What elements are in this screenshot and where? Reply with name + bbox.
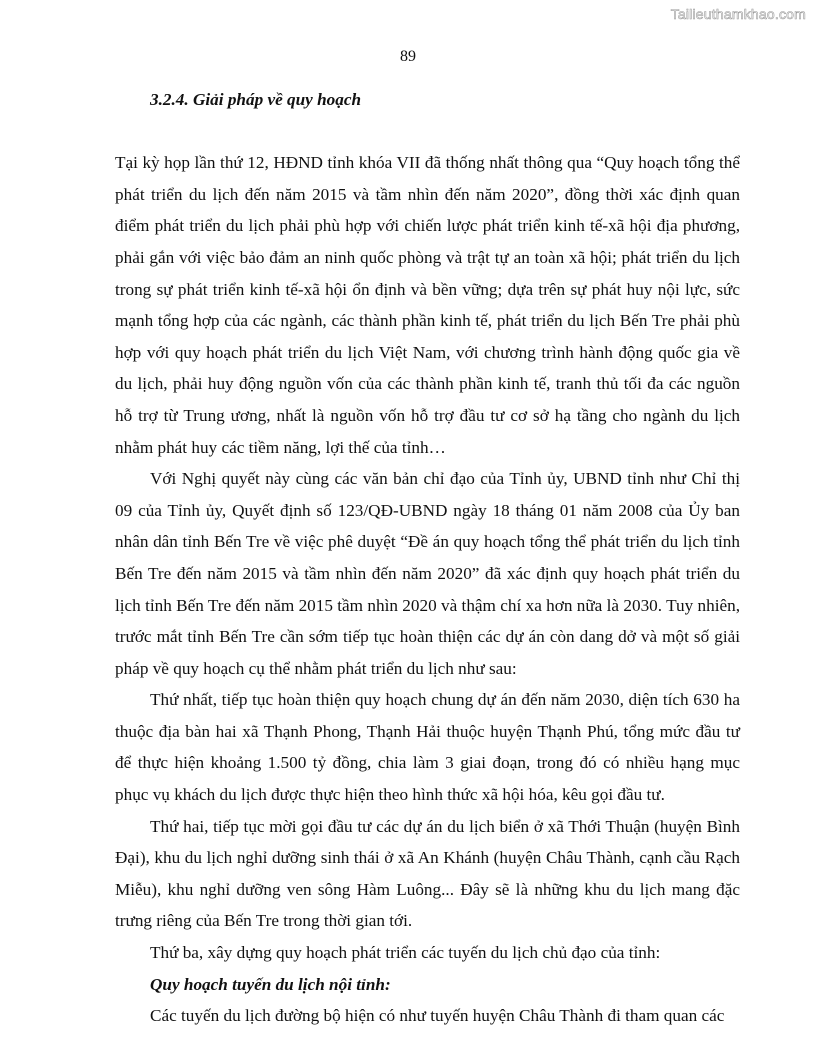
document-body — [115, 84, 740, 1032]
watermark-text: Tailieuthamkhao.com — [670, 6, 806, 22]
paragraph-1-text: Tại kỳ họp lần thứ 12, HĐND tỉnh khóa VII đã thống nhất thông qua “Quy hoạch tổng thể phát triển du lịch đến năm 2015 và tầm nhìn đến năm 2020”, đồng thời xác định quan điểm phát triển du lịch phải phù hợp với chiến lược phát triển kinh tế-xã hội địa phương, phải gắn với việc bảo đảm an ninh quốc phòng và trật tự an toàn xã hội; phát triển du lịch trong sự phát triển kinh tế-xã hội ổn định và bền vững; dựa trên sự phát huy nội lực, sức mạnh tổng hợp của các ngành, các thành phần kinh tế, phát triển du lịch Bến Tre phải phù hợp với quy hoạch phát triển du lịch Việt Nam, với chương trình hành động quốc gia về du lịch, phải huy động nguồn vốn của các thành phần kinh tế, tranh thủ tối đa các nguồn hỗ trợ từ Trung ương, nhất là nguồn vốn hỗ trợ đầu tư cơ sở hạ tầng cho ngành du lịch nhằm phát huy các tiềm năng, lợi thế của tỉnh… — [115, 153, 740, 457]
paragraph-3 — [115, 684, 740, 810]
subheading-noi-tinh: Quy hoạch tuyến du lịch nội tỉnh: — [150, 974, 391, 994]
paragraph-5 — [115, 937, 740, 969]
paragraph-5-text: Thứ ba, xây dựng quy hoạch phát triển các tuyến du lịch chủ đạo của tỉnh: — [150, 943, 661, 963]
paragraph-2-text: Với Nghị quyết này cùng các văn bản chỉ đạo của Tỉnh ủy, UBND tỉnh như Chỉ thị 09 của Tỉnh ủy, Quyết định số 123/QĐ-UBND ngày 18 tháng 01 năm 2008 của Ủy ban nhân dân tỉnh Bến Tre về việc phê duyệt “Đề án quy hoạch tổng thể phát triển du lịch tỉnh Bến Tre đến năm 2015 và tầm nhìn đến năm 2020” đã xác định quy hoạch phát triển du lịch tỉnh Bến Tre đến năm 2015 tầm nhìn 2020 và thậm chí xa hơn nữa là 2030. Tuy nhiên, trước mắt tỉnh Bến Tre cần sớm tiếp tục hoàn thiện các dự án còn dang dở và một số giải pháp về quy hoạch cụ thể nhằm phát triển du lịch như sau: — [115, 469, 740, 678]
section-heading: 3.2.4. Giải pháp về quy hoạch — [150, 90, 362, 109]
paragraph-3-text: Thứ nhất, tiếp tục hoàn thiện quy hoạch chung dự án đến năm 2030, diện tích 630 ha thuộc địa bàn hai xã Thạnh Phong, Thạnh Hải thuộc huyện Thạnh Phú, tổng mức đầu tư để thực hiện khoảng 1.500 tỷ đồng, chia làm 3 giai đoạn, trong đó có nhiều hạng mục phục vụ khách du lịch được thực hiện theo hình thức xã hội hóa, kêu gọi đầu tư. — [115, 690, 740, 805]
paragraph-4 — [115, 811, 740, 937]
paragraph-6 — [115, 1000, 740, 1032]
paragraph-2 — [115, 463, 740, 684]
paragraph-1 — [115, 116, 740, 464]
paragraph-6-text: Các tuyến du lịch đường bộ hiện có như tuyến huyện Châu Thành đi tham quan các — [150, 1006, 725, 1026]
paragraph-4-text: Thứ hai, tiếp tục mời gọi đầu tư các dự án du lịch biển ở xã Thới Thuận (huyện Bình Đại), khu du lịch nghỉ dưỡng sinh thái ở xã An Khánh (huyện Châu Thành, cạnh cầu Rạch Miễu), khu nghỉ dưỡng ven sông Hàm Luông... Đây sẽ là những khu du lịch mang đặc trưng riêng của Bến Tre trong thời gian tới. — [115, 816, 740, 931]
page-number: 89 — [400, 48, 416, 65]
